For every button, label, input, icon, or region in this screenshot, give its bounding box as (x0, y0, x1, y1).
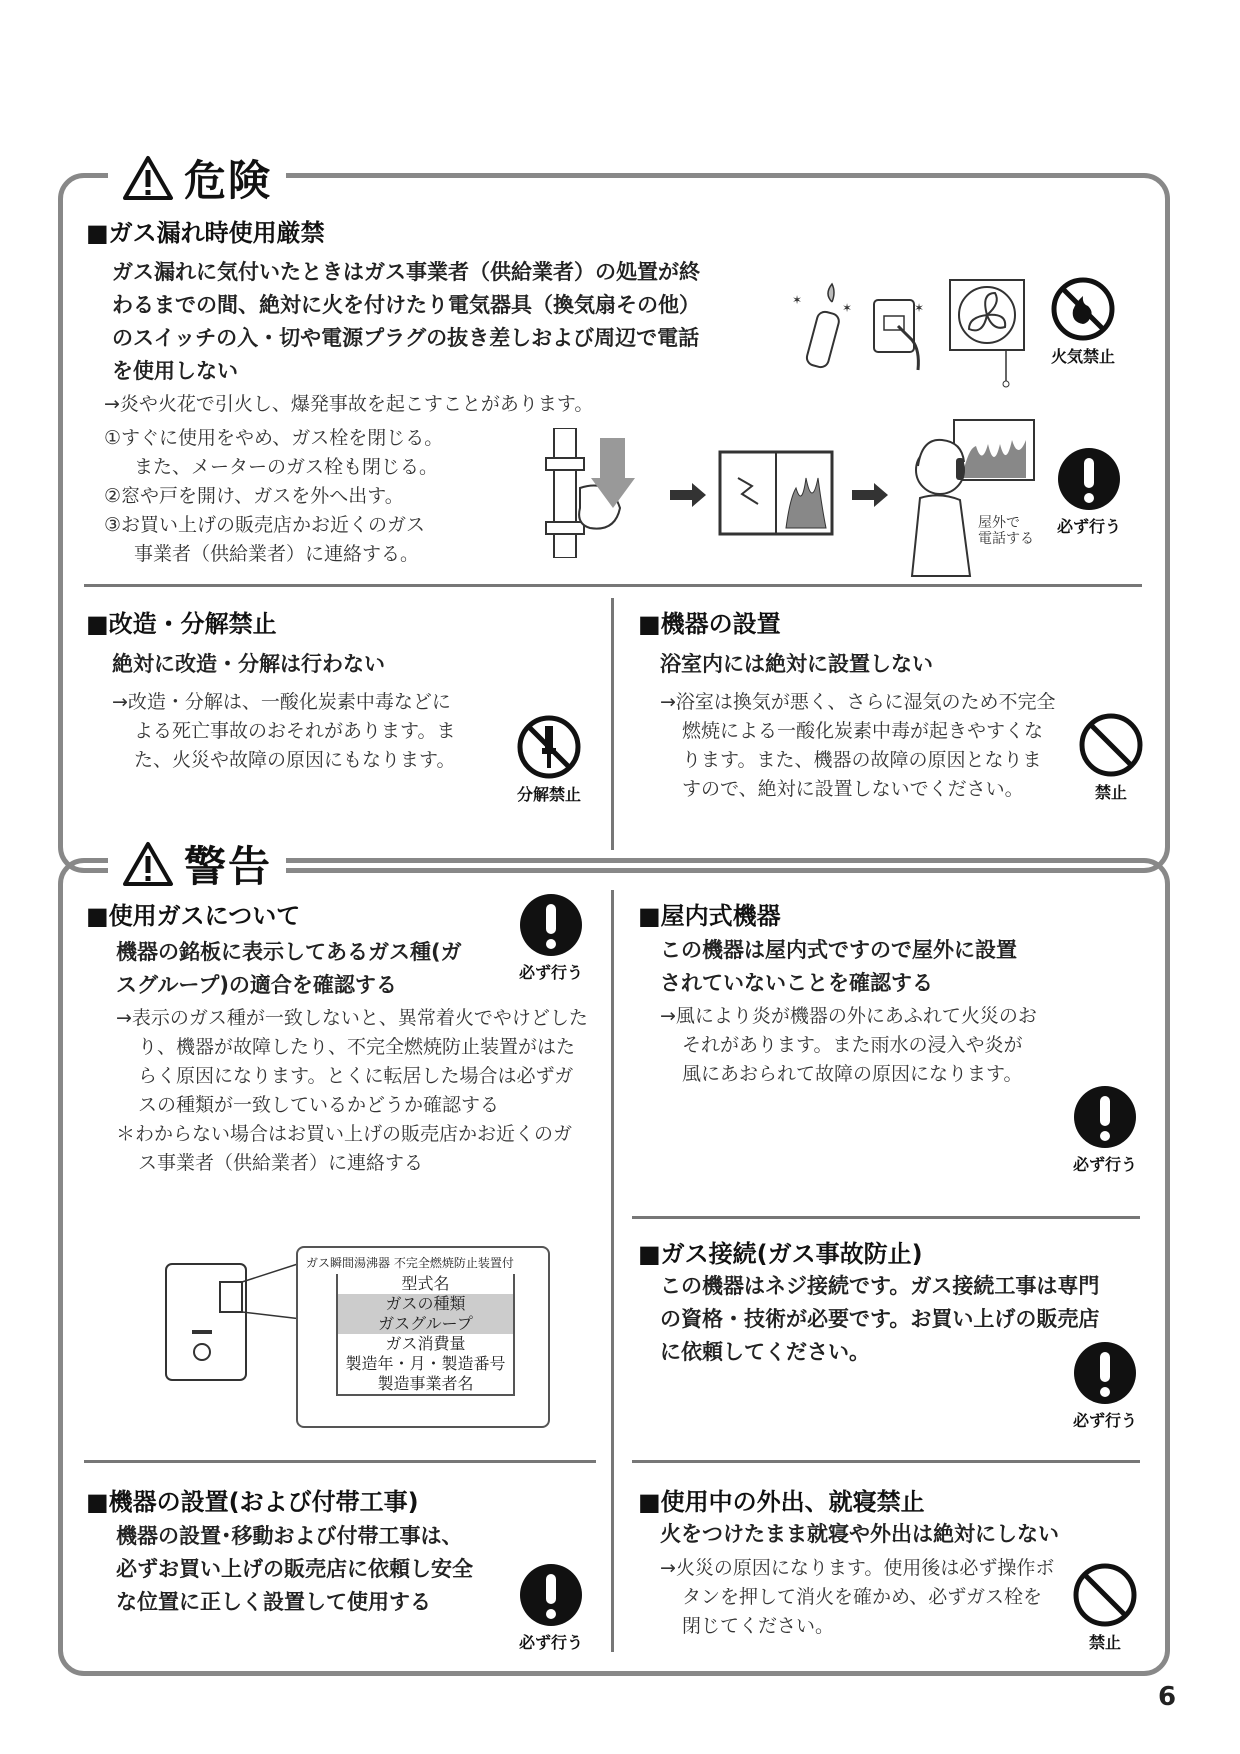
divider-warning-left (84, 1460, 596, 1463)
install-lead: 浴室内には絶対に設置しない (660, 652, 933, 676)
connect-heading: ■ガス接続(ガス事故防止) (638, 1240, 923, 1268)
step-1b: また、メーターのガス栓も閉じる。 (134, 456, 439, 478)
rating-plate-title: ガス瞬間湯沸器 不完全燃焼防止装置付 (306, 1256, 514, 1270)
no-fire-icon (1050, 276, 1116, 342)
svg-text:✶: ✶ (914, 301, 925, 315)
modify-lead: 絶対に改造・分解は行わない (112, 652, 385, 676)
install-heading: ■機器の設置 (638, 610, 781, 638)
warning-triangle-icon-2 (122, 841, 174, 887)
close-gas-valve-illustration (540, 428, 650, 558)
modify-note (112, 688, 462, 775)
step-1: ①すぐに使用をやめ、ガス栓を閉じる。 (104, 427, 444, 449)
exclamation-icon-5 (1072, 1340, 1138, 1406)
gas-use-note2-text: ＊わからない場合はお買い上げの販売店かお近くのガス事業者（供給業者）に連絡する (116, 1123, 573, 1174)
plate-row: 型式名 (401, 1274, 450, 1293)
gas-leak-lead: ガス漏れに気付いたときはガス事業者（供給業者）の処置が終わるまでの間、絶対に火を付けたり電気器具（換気扇その他）のスイッチの入・切や電源プラグの抜き差しおよび周辺で電話を使用しない (112, 260, 700, 383)
woman-phone-illustration (900, 418, 1045, 578)
exclamation-icon-3 (518, 1562, 584, 1628)
modify-heading: ■改造・分解禁止 (86, 610, 277, 638)
divider-warning-v (611, 890, 614, 1652)
plate-row: 製造年・月・製造番号 (345, 1354, 506, 1373)
must-do-symbol-connect: 必ず行う (1072, 1340, 1138, 1431)
arrow-right-icon-2 (850, 482, 890, 508)
plate-row: 製造事業者名 (377, 1374, 474, 1393)
fan-illustration (948, 278, 1028, 388)
indoor-note (660, 1002, 1040, 1089)
must-do-symbol-danger: 必ず行う (1056, 446, 1122, 537)
prohibited-symbol-away: 禁止 (1072, 1562, 1138, 1653)
modify-note-text: →改造・分解は、一酸化炭素中毒などによる死亡事故のおそれがあります。また、火災や故障の原因にもなります。 (112, 691, 456, 771)
must-do-symbol-indoor: 必ず行う (1072, 1084, 1138, 1175)
plate-row: ガスグループ (338, 1314, 513, 1334)
install-note-text: →浴室は換気が悪く、さらに湿気のため不完全燃焼による一酸化炭素中毒が起きやすくなります。また、機器の故障の原因となりますので、絶対に設置しないでください。 (660, 691, 1056, 800)
step-3: ③お買い上げの販売店かお近くのガス (104, 514, 426, 536)
indoor-heading: ■屋内式機器 (638, 902, 781, 930)
indoor-lead: この機器は屋内式ですので屋外に設置されていないことを確認する (660, 938, 1017, 995)
prohibited-symbol: 禁止 (1078, 712, 1144, 803)
divider-danger-1 (84, 584, 1142, 587)
no-disassembly-icon (516, 714, 582, 780)
gas-use-heading: ■使用ガスについて (86, 902, 301, 930)
gas-leak-steps (104, 424, 524, 569)
install-note (660, 688, 1060, 804)
divider-warning-right-1 (632, 1216, 1140, 1219)
install2-heading: ■機器の設置(および付帯工事) (86, 1488, 419, 1516)
arrow-right-icon (668, 482, 708, 508)
rating-plate-table (336, 1274, 515, 1396)
rating-plate (296, 1246, 550, 1428)
gas-leak-heading: ■ガス漏れ時使用厳禁 (86, 219, 325, 247)
gas-use-note (116, 1004, 590, 1178)
prohibited-icon-2 (1072, 1562, 1138, 1628)
gas-use-note-text: →表示のガス種が一致しないと、異常着火でやけどしたり、機器が故障したり、不完全燃焼防止装置がはたらく原因になります。とくに転居した場合は必ずガスの種類が一致しているかどうか確認する (116, 1007, 588, 1116)
fire-prohibited-symbol: 火気禁止 (1050, 276, 1116, 367)
plate-row: ガス消費量 (385, 1334, 466, 1353)
open-window-illustration (716, 448, 836, 538)
away-lead: 火をつけたまま就寝や外出は絶対にしない (660, 1522, 1059, 1546)
prohibited-icon (1078, 712, 1144, 778)
install2-lead: 機器の設置･移動および付帯工事は、必ずお買い上げの販売店に依頼し安全な位置に正しく設置して使用する (116, 1524, 473, 1614)
svg-text:✶: ✶ (842, 301, 853, 315)
indoor-note-text: →風により炎が機器の外にあふれて火災のおそれがあります。また雨水の浸入や炎が風にあおられて故障の原因になります。 (660, 1005, 1037, 1085)
divider-warning-right-2 (632, 1460, 1140, 1463)
danger-title: 危険 (108, 148, 286, 208)
gas-leak-note: →炎や火花で引火し、爆発事故を起こすことがあります。 (104, 393, 594, 415)
divider-danger-v (611, 598, 614, 850)
step-2: ②窓や戸を開け、ガスを外へ出す。 (104, 485, 404, 507)
svg-text:✶: ✶ (792, 293, 803, 307)
no-disassemble-symbol: 分解禁止 (516, 714, 582, 805)
warning-title: 警告 (108, 834, 286, 894)
step-3b: 事業者（供給業者）に連絡する。 (134, 543, 420, 565)
must-do-symbol-gas-use: 必ず行う (518, 892, 584, 983)
exclamation-icon-2 (518, 892, 584, 958)
away-heading: ■使用中の外出、就寝禁止 (638, 1488, 925, 1516)
lighter-illustration (790, 282, 860, 372)
must-do-symbol-install2: 必ず行う (518, 1562, 584, 1653)
gas-use-lead: 機器の銘板に表示してあるガス種(ガスグループ)の適合を確認する (116, 940, 462, 997)
page-number: 6 (1158, 1682, 1177, 1712)
away-note (660, 1554, 1060, 1641)
warning-triangle-icon (122, 155, 174, 201)
water-heater-illustration (162, 1260, 312, 1390)
outdoor-phone-label: 屋外で 電話する (978, 515, 1034, 547)
away-note-text: →火災の原因になります。使用後は必ず操作ボタンを押して消火を確かめ、必ずガス栓を閉じてください。 (660, 1557, 1055, 1637)
exclamation-icon (1056, 446, 1122, 512)
exclamation-icon-4 (1072, 1084, 1138, 1150)
connect-lead: この機器はネジ接続です。ガス接続工事は専門の資格・技術が必要です。お買い上げの販売店に依頼してください。 (660, 1274, 1100, 1364)
outlet-plug-illustration (868, 296, 938, 376)
plate-row: ガスの種類 (338, 1294, 513, 1314)
